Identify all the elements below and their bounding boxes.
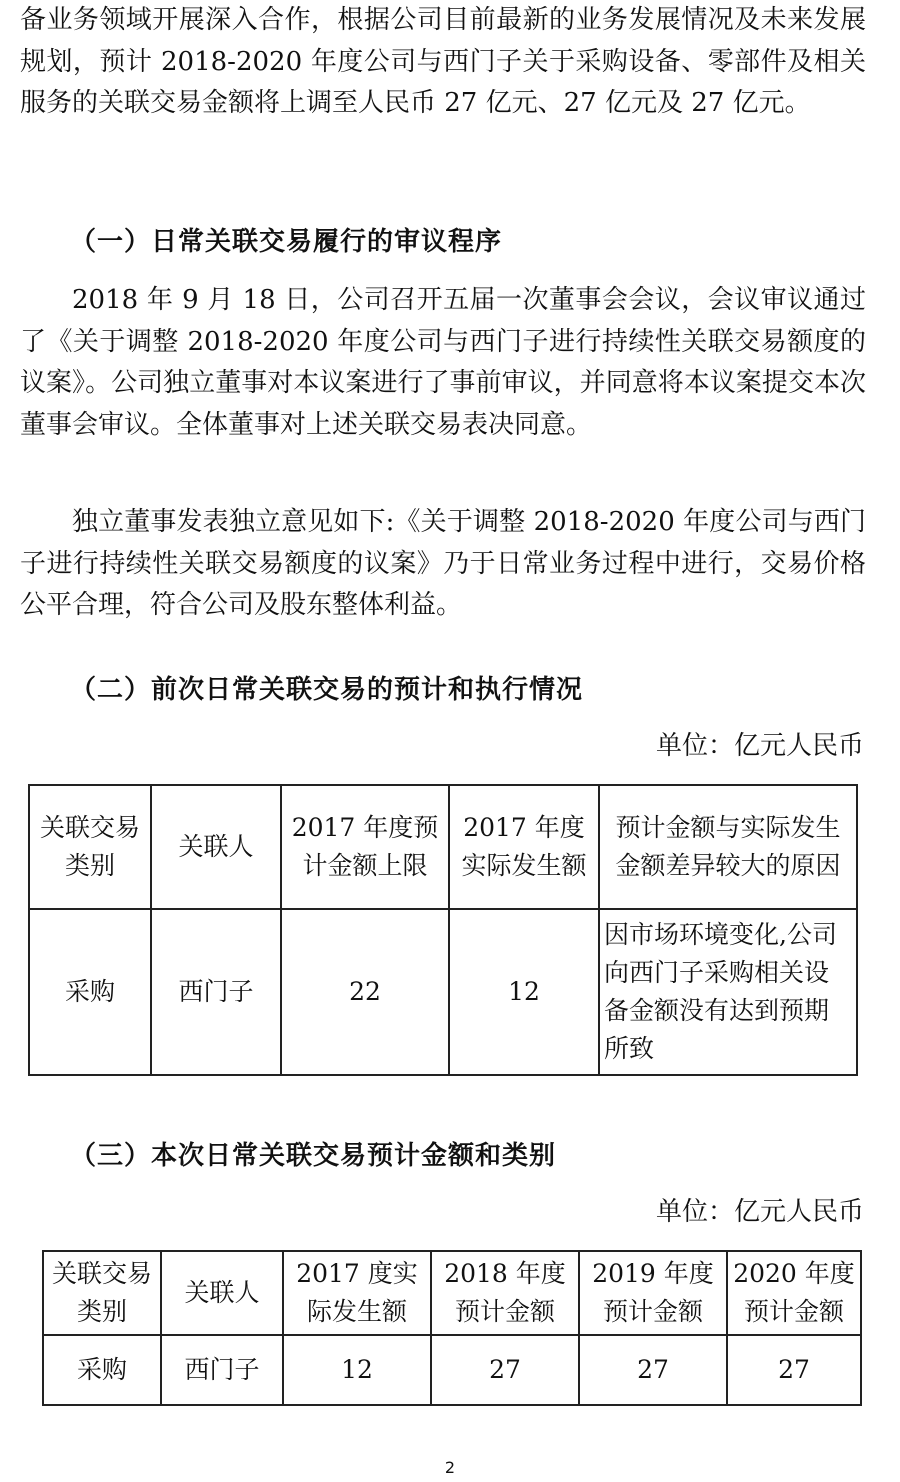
table-cell: 西门子 (151, 909, 281, 1075)
unit-label-2: 单位：亿元人民币 (655, 1197, 864, 1227)
table-cell: 12 (283, 1335, 431, 1405)
table-cell: 西门子 (161, 1335, 283, 1405)
paragraph-independent-opinion: 独立董事发表独立意见如下:《关于调整 2018-2020 年度公司与西门子进行持续性关联交易额度的议案》乃于日常业务过程中进行，交易价格公平合理，符合公司及股东整体利益。 (20, 507, 866, 620)
heading-current-estimates: （三）本次日常关联交易预计金额和类别 (70, 1141, 557, 1171)
table-header-cell: 2017 年度实际发生额 (449, 785, 599, 909)
table-header-row (43, 1251, 861, 1335)
table-cell: 22 (281, 909, 449, 1075)
table-cell: 27 (431, 1335, 579, 1405)
table-cell: 27 (579, 1335, 727, 1405)
paragraph-intro: 备业务领域开展深入合作，根据公司目前最新的业务发展情况及未来发展规划，预计 2018-2020 年度公司与西门子关于采购设备、零部件及相关服务的关联交易金额将上调至人民币 27 亿元、27 亿元及 27 亿元。 (20, 5, 866, 118)
heading-previous-transactions: （二）前次日常关联交易的预计和执行情况 (70, 675, 584, 705)
table-cell: 12 (449, 909, 599, 1075)
table-header-cell: 关联交易类别 (29, 785, 151, 909)
table-header-cell: 关联交易类别 (43, 1251, 161, 1335)
table-cell: 采购 (29, 909, 151, 1075)
table-header-cell: 2017 年度预计金额上限 (281, 785, 449, 909)
heading-review-procedure: （一）日常关联交易履行的审议程序 (70, 227, 503, 257)
paragraph-board-meeting: 2018 年 9 月 18 日，公司召开五届一次董事会会议，会议审议通过了《关于调整 2018-2020 年度公司与西门子进行持续性关联交易额度的议案》。公司独立董事对本议案进行了事前审议，并同意将本议案提交本次董事会审议。全体董事对上述关联交易表决同意。 (20, 285, 866, 440)
table-row (29, 909, 857, 1075)
current-estimates-table (42, 1250, 862, 1406)
page-number: 2 (444, 1458, 456, 1477)
table-header-row (29, 785, 857, 909)
previous-transactions-table (28, 784, 858, 1076)
table-cell: 27 (727, 1335, 861, 1405)
table-cell: 因市场环境变化,公司向西门子采购相关设备金额没有达到预期所致 (599, 909, 857, 1075)
table-header-cell: 2017 度实际发生额 (283, 1251, 431, 1335)
table-row (43, 1335, 861, 1405)
table-cell: 采购 (43, 1335, 161, 1405)
table-header-cell: 关联人 (151, 785, 281, 909)
table-header-cell: 2020 年度预计金额 (727, 1251, 861, 1335)
unit-label-1: 单位：亿元人民币 (655, 731, 864, 761)
table-header-cell: 2018 年度预计金额 (431, 1251, 579, 1335)
table-header-cell: 预计金额与实际发生金额差异较大的原因 (599, 785, 857, 909)
table-header-cell: 2019 年度预计金额 (579, 1251, 727, 1335)
table-header-cell: 关联人 (161, 1251, 283, 1335)
